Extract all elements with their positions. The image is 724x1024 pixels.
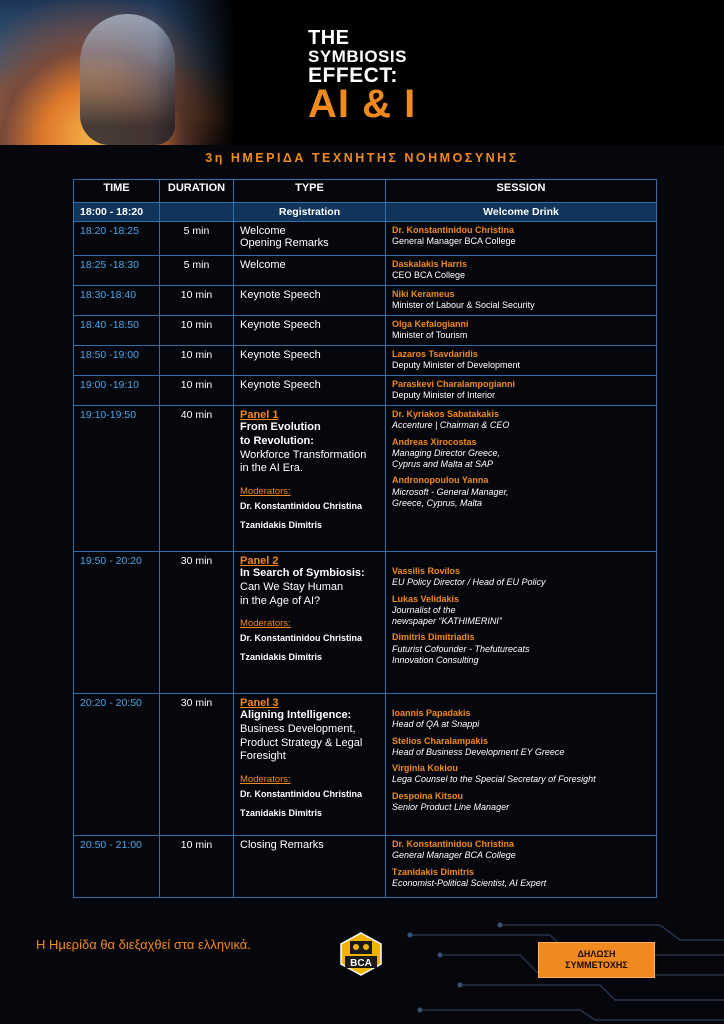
speaker: [392, 319, 650, 342]
row-time: 18:20 -18:25: [74, 222, 160, 256]
event-logo: [308, 28, 428, 124]
speaker-name: Dimitris Dimitriadis: [392, 632, 475, 643]
schedule-row: [74, 346, 657, 376]
row-time: 18:30-18:40: [74, 286, 160, 316]
row-time: 20:50 - 21:00: [74, 836, 160, 898]
speaker-role: Senior Product Line Manager: [392, 801, 510, 812]
speaker-role: Head of Business Development EY Greece: [392, 746, 565, 757]
row-time: 19:10-19:50: [74, 406, 160, 552]
row-duration: 10 min: [160, 286, 234, 316]
speaker-name: Ioannis Papadakis: [392, 708, 471, 718]
panel-info: [234, 552, 386, 694]
speaker: [392, 566, 650, 589]
registration-type: Registration: [234, 203, 386, 222]
speaker-role: Journalist of the newspaper “KATHIMERINI”: [392, 604, 502, 626]
row-time: 19:00 -19:10: [74, 376, 160, 406]
logo-line-2: SYMBIOSIS: [308, 47, 407, 66]
moderator-name: Tzanidakis Dimitris: [240, 808, 323, 818]
row-duration: 5 min: [160, 256, 234, 286]
speaker-role: Futurist Cofounder - Thefuturecats Innovation Consulting: [392, 643, 530, 665]
moderator-name: Tzanidakis Dimitris: [240, 652, 323, 663]
logo-line-3: EFFECT:: [308, 64, 398, 87]
header-duration: DURATION: [160, 180, 234, 203]
header-type: TYPE: [234, 180, 386, 203]
bca-logo-text: BCA: [350, 958, 372, 969]
registration-time: 18:00 - 18:20: [74, 203, 160, 222]
schedule-row: [74, 376, 657, 406]
hero-banner: [0, 0, 724, 145]
speaker-role: Head of QA at Snappi: [392, 719, 480, 730]
speaker-name: Dr. Kyriakos Sabatakakis: [392, 409, 500, 419]
row-duration: 30 min: [160, 552, 234, 694]
speaker-role: General Manager BCA College: [392, 236, 516, 247]
row-time: 19:50 - 20:20: [74, 552, 160, 694]
row-type: Keynote Speech: [234, 376, 386, 406]
register-button[interactable]: [538, 942, 655, 978]
speaker-name: Lukas Velidakis: [392, 593, 460, 604]
panel-label: Panel 1: [240, 409, 279, 421]
speaker: [392, 225, 650, 248]
row-type: Welcome Opening Remarks: [234, 222, 386, 256]
row-session: [386, 376, 657, 406]
panel-info: [234, 406, 386, 552]
speaker-name: Tzanidakis Dimitris: [392, 866, 475, 877]
schedule-row: [74, 286, 657, 316]
speaker-name: Despoina Kitsou: [392, 790, 464, 801]
row-duration: 40 min: [160, 406, 234, 552]
row-duration: 10 min: [160, 346, 234, 376]
panel-row: [74, 406, 657, 552]
speaker: [392, 409, 650, 432]
moderator-name: Dr. Konstantinidou Christina: [240, 789, 363, 799]
speaker-name: Lazaros Tsavdaridis: [392, 349, 478, 359]
row-session: [386, 222, 657, 256]
register-button-line-2: ΣΥΜΜΕΤΟΧΗΣ: [565, 960, 628, 970]
row-session: [386, 836, 657, 898]
row-session: [386, 346, 657, 376]
event-subtitle: 3η ΗΜΕΡΙΔΑ ΤΕΧΝΗΤΗΣ ΝΟΗΜΟΣΥΝΗΣ: [205, 151, 519, 165]
speaker: [392, 791, 650, 814]
panel-info: [234, 694, 386, 836]
hero-image: [0, 0, 235, 145]
panel-row: [74, 694, 657, 836]
speaker-name: Andreas Xirocostas: [392, 436, 477, 447]
speaker: [392, 632, 650, 666]
row-duration: 10 min: [160, 376, 234, 406]
schedule-row: [74, 222, 657, 256]
speaker: [392, 437, 650, 471]
head-silhouette-image: [80, 14, 175, 145]
language-note: Η Ημερίδα θα διεξαχθεί στα ελληνικά.: [36, 937, 251, 952]
row-time: 20:20 - 20:50: [74, 694, 160, 836]
speaker-role: Microsoft - General Manager, Greece, Cyprus, Malta: [392, 486, 509, 508]
speaker: [392, 736, 650, 759]
speaker-name: Andronopoulou Yanna: [392, 475, 489, 486]
speaker-name: Niki Kerameus: [392, 289, 455, 299]
logo-line-1: THE: [308, 27, 350, 49]
speaker-role: General Manager BCA College: [392, 850, 516, 861]
schedule-row: [74, 256, 657, 286]
row-duration: 10 min: [160, 316, 234, 346]
speaker: [392, 839, 650, 862]
speaker-role: Economist-Political Scientist, AI Expert: [392, 877, 547, 888]
register-button-line-1: ΔΗΛΩΣΗ: [577, 948, 616, 959]
panel-title: From Evolution to Revolution:: [240, 421, 321, 447]
panel-description: Workforce Transformation in the AI Era.: [240, 448, 367, 475]
speaker: [392, 708, 650, 731]
speaker-role: CEO BCA College: [392, 270, 466, 281]
row-type: Keynote Speech: [234, 346, 386, 376]
panel-description: Business Development, Product Strategy & Legal Foresight: [240, 722, 363, 763]
panel-description: Can We Stay Human in the Age of AI?: [240, 580, 344, 607]
registration-session: Welcome Drink: [386, 203, 657, 222]
speaker-name: Daskalakis Harris: [392, 259, 468, 269]
panel-title: In Search of Symbiosis:: [240, 567, 365, 579]
speaker-name: Vassilis Rovilos: [392, 566, 461, 576]
speaker-name: Virginia Kokiou: [392, 763, 458, 773]
table-header-row: [74, 180, 657, 203]
row-type: Closing Remarks: [234, 836, 386, 898]
speaker-role: Accenture | Chairman & CEO: [392, 420, 510, 431]
speaker-role: Deputy Minister of Interior: [392, 390, 496, 401]
speaker-name: Paraskevi Charalampogianni: [392, 379, 516, 389]
row-session: [386, 286, 657, 316]
speaker: [392, 289, 650, 312]
registration-duration: [160, 203, 234, 222]
panel-speakers: [386, 694, 657, 836]
row-time: 18:50 -19:00: [74, 346, 160, 376]
panel-speakers: [386, 552, 657, 694]
speaker: [392, 259, 650, 282]
speaker-name: Olga Kefalogianni: [392, 319, 469, 329]
row-duration: 10 min: [160, 836, 234, 898]
speaker: [392, 379, 650, 402]
row-time: 18:25 -18:30: [74, 256, 160, 286]
speaker-role: Deputy Minister of Development: [392, 360, 521, 371]
registration-row: [74, 203, 657, 222]
speaker-name: Dr. Konstantinidou Christina: [392, 839, 515, 849]
header-time: TIME: [74, 180, 160, 203]
speaker-role: Lega Counsel to the Special Secretary of Foresight: [392, 774, 596, 785]
moderators-label: Moderators:: [240, 486, 291, 497]
row-session: [386, 256, 657, 286]
panel-row: [74, 552, 657, 694]
logo-line-4: AI & I: [308, 82, 417, 126]
row-type: Keynote Speech: [234, 316, 386, 346]
row-duration: 30 min: [160, 694, 234, 836]
row-duration: 5 min: [160, 222, 234, 256]
panel-title: Aligning Intelligence:: [240, 709, 352, 721]
schedule-table: [73, 179, 657, 898]
panel-label: Panel 2: [240, 555, 279, 567]
moderators-label: Moderators:: [240, 618, 291, 630]
speaker: [392, 349, 650, 372]
schedule-row: [74, 316, 657, 346]
speaker-role: EU Policy Director / Head of EU Policy: [392, 577, 546, 588]
speaker-role: Minister of Labour & Social Security: [392, 300, 535, 311]
row-session: [386, 316, 657, 346]
row-type: Keynote Speech: [234, 286, 386, 316]
speaker-role: Minister of Tourism: [392, 330, 468, 341]
panel-label: Panel 3: [240, 697, 279, 709]
moderator-name: Tzanidakis Dimitris: [240, 520, 323, 530]
speaker-name: Dr. Konstantinidou Christina: [392, 225, 515, 235]
speaker-name: Stelios Charalampakis: [392, 735, 489, 746]
bca-logo: [339, 932, 383, 976]
speaker: [392, 594, 650, 628]
header-session: SESSION: [386, 180, 657, 203]
moderator-name: Dr. Konstantinidou Christina: [240, 633, 363, 644]
panel-speakers: [386, 406, 657, 552]
speaker: [392, 763, 650, 786]
speaker-role: Managing Director Greece, Cyprus and Malta at SAP: [392, 447, 501, 469]
closing-row: [74, 836, 657, 898]
moderators-label: Moderators:: [240, 774, 291, 785]
row-time: 18:40 -18:50: [74, 316, 160, 346]
row-type: Welcome: [234, 256, 386, 286]
speaker: [392, 867, 650, 890]
moderator-name: Dr. Konstantinidou Christina: [240, 501, 363, 511]
speaker: [392, 475, 650, 509]
